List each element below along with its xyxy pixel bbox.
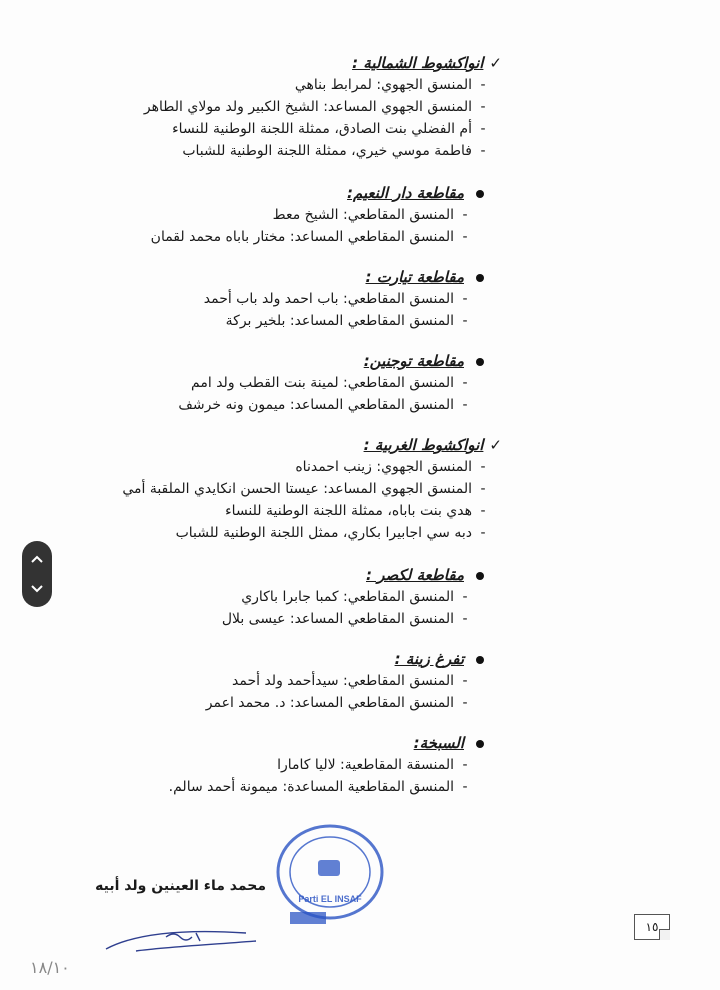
district-title: مقاطعة لكصر : (32, 564, 484, 586)
region-members (32, 74, 494, 162)
list-item: -المنسق الجهوي المساعد: عيستا الحسن انكايدي الملقبة أمي (122, 481, 486, 497)
district-title: مقاطعة دار النعيم: (32, 182, 484, 204)
district-toujounine (32, 350, 502, 416)
list-item: -المنسق المقاطعية المساعدة: ميمونة أحمد سالم. (168, 779, 468, 795)
district-tevragh-zeina (32, 648, 502, 714)
list-item: -المنسق المقاطعي المساعد: د. محمد اعمر (205, 695, 468, 711)
bullet-icon (476, 190, 484, 198)
chevron-up-icon (30, 554, 44, 564)
bullet-icon (476, 274, 484, 282)
district-sebkha (32, 732, 502, 798)
region-title: ✓انواكشوط الغربية : (363, 436, 502, 454)
scroll-down-button[interactable] (24, 576, 50, 602)
handwritten-signature (96, 915, 266, 965)
list-item: -المنسق المقاطعي المساعد: عيسى بلال (221, 611, 468, 627)
bullet-icon (476, 358, 484, 366)
list-item: -المنسق المقاطعي: لمينة بنت القطب ولد امم (191, 375, 468, 391)
district-ksar (32, 564, 502, 630)
list-item: -هدي بنت باباه، ممثلة اللجنة الوطنية للنساء (225, 503, 486, 519)
district-title: مقاطعة توجنين: (32, 350, 484, 372)
scroll-control[interactable] (22, 541, 52, 607)
list-item: -أم الفضلي بنت الصادق، ممثلة اللجنة الوطنية للنساء (172, 121, 486, 137)
bullet-icon (476, 656, 484, 664)
document-body (32, 52, 502, 816)
list-item: -المنسقة المقاطعية: لاليا كامارا (277, 757, 468, 773)
list-item: -المنسق المقاطعي: الشيخ معط (272, 207, 468, 223)
list-item: -المنسق الجهوي: زينب احمدناه (295, 459, 486, 475)
list-item: -المنسق المقاطعي: باب احمد ولد باب أحمد (203, 291, 468, 307)
chevron-down-icon (30, 584, 44, 594)
list-item: -المنسق الجهوي: لمرابط بناهي (294, 77, 486, 93)
list-item: -المنسق الجهوي المساعد: الشيخ الكبير ولد مولاي الطاهر (143, 99, 486, 115)
check-icon: ✓ (489, 436, 502, 454)
list-item: -المنسق المقاطعي المساعد: ميمون ونه خرشف (178, 397, 468, 413)
page-number: ١٥ (634, 914, 670, 940)
bullet-icon (476, 572, 484, 580)
region-nouakchott-north (32, 52, 502, 162)
list-item: -دبه سي اجابيرا بكاري، ممثل اللجنة الوطنية للشباب (175, 525, 486, 541)
district-title: السبخة: (32, 732, 484, 754)
list-item: -المنسق المقاطعي: سيدأحمد ولد أحمد (232, 673, 468, 689)
region-nouakchott-west (32, 434, 502, 544)
list-item: -المنسق المقاطعي المساعد: بلخير بركة (225, 313, 468, 329)
bullet-icon (476, 740, 484, 748)
region-members (32, 456, 494, 544)
list-item: -المنسق المقاطعي المساعد: مختار باباه محمد لقمان (150, 229, 468, 245)
scroll-up-button[interactable] (24, 546, 50, 572)
district-tevragh (32, 266, 502, 332)
list-item: -المنسق المقاطعي: كمبا جابرا باكاري (241, 589, 468, 605)
district-title: مقاطعة تيارت : (32, 266, 484, 288)
district-dar-naim (32, 182, 502, 248)
signature-name: محمد ماء العينين ولد أبيه (95, 878, 266, 894)
region-title: ✓انواكشوط الشمالية : (352, 54, 502, 72)
party-stamp (270, 820, 390, 930)
check-icon: ✓ (489, 54, 502, 72)
stamp-text: Parti EL INSAF (298, 894, 362, 904)
list-item: -فاطمة موسي خيري، ممثلة اللجنة الوطنية للشباب (182, 143, 486, 159)
date-note: ١٨/١٠ (30, 958, 70, 977)
district-title: تفرغ زينة : (32, 648, 484, 670)
